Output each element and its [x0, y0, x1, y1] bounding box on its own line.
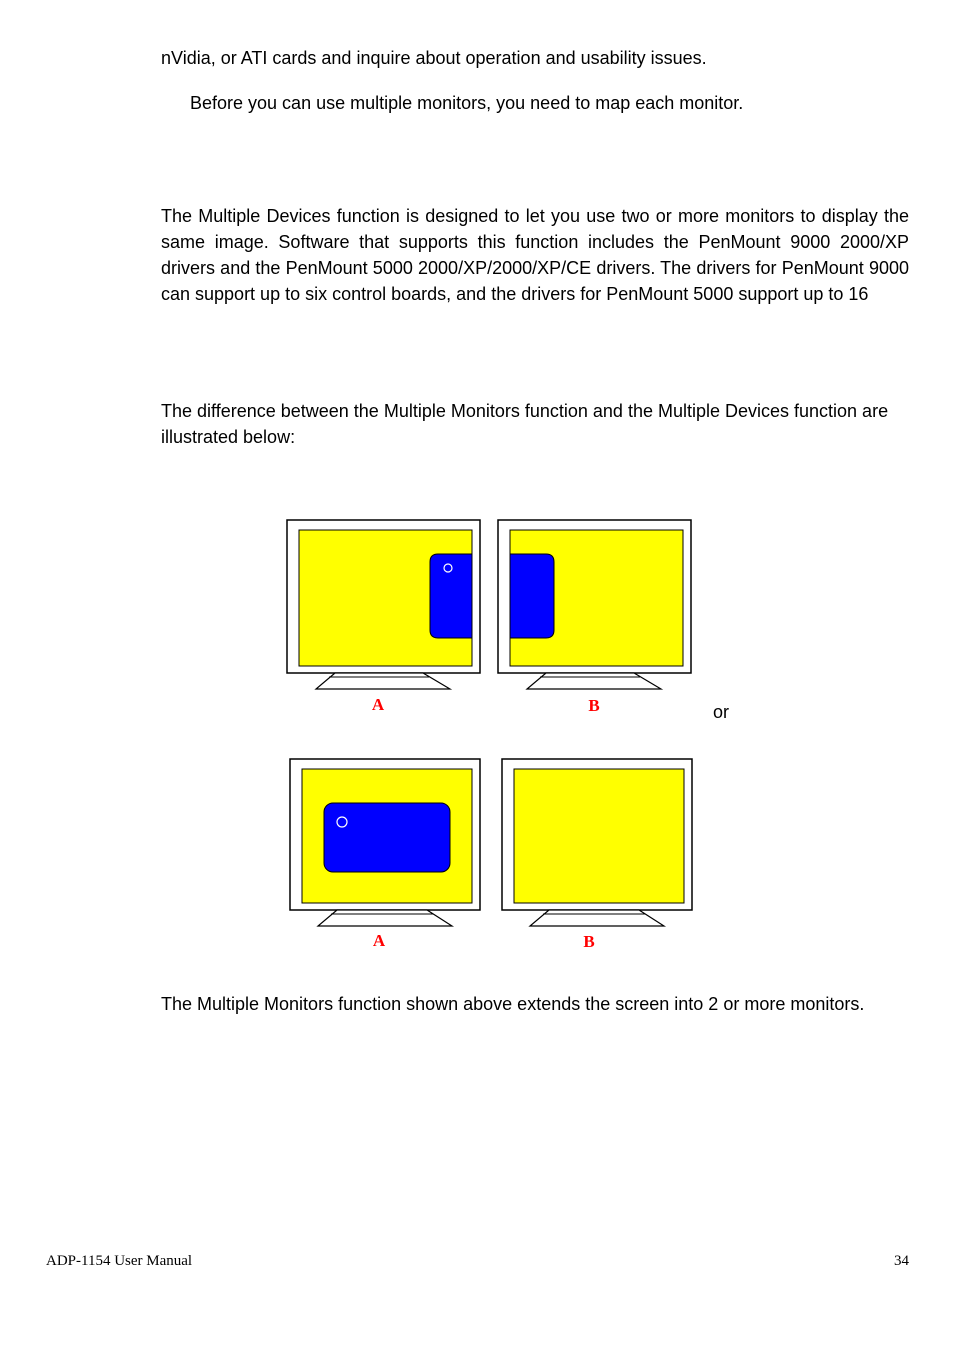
monitor-b-label: B — [583, 932, 595, 951]
monitor-a-label: A — [372, 931, 386, 950]
monitor-a-label: A — [371, 695, 385, 714]
window-left-part — [430, 554, 472, 638]
intro-line: nVidia, or ATI cards and inquire about operation and usability issues. — [161, 48, 707, 68]
footer-manual-title: ADP-1154 User Manual — [46, 1253, 193, 1269]
window-right-part — [510, 554, 554, 638]
page-number: 34 — [894, 1253, 909, 1269]
extended-desktop-figure — [276, 510, 706, 722]
multiple-devices-paragraph: The Multiple Devices function is designed to let you use two or more monitors to display the same image. Software that supports this function includes the PenMount 9000 2000/XP drivers and the PenMount 5000 2000/XP/2000/XP/CE drivers. The drivers for PenMount 9000 can support up to six control boards, and the drivers for PenMount 5000 support up to 16 — [161, 206, 909, 304]
separate-monitors-figure — [276, 746, 710, 954]
monitor-b-label: B — [588, 696, 600, 715]
or-label: or — [713, 702, 730, 722]
difference-paragraph: The difference between the Multiple Monitors function and the Multiple Devices function are illustrated below: — [161, 401, 889, 447]
multiple-monitors-summary: The Multiple Monitors function shown above extends the screen into 2 or more monitors. — [161, 994, 865, 1014]
monitor-b — [502, 759, 692, 926]
window — [324, 803, 450, 872]
map-monitor-note: Before you can use multiple monitors, you need to map each monitor. — [190, 93, 744, 113]
